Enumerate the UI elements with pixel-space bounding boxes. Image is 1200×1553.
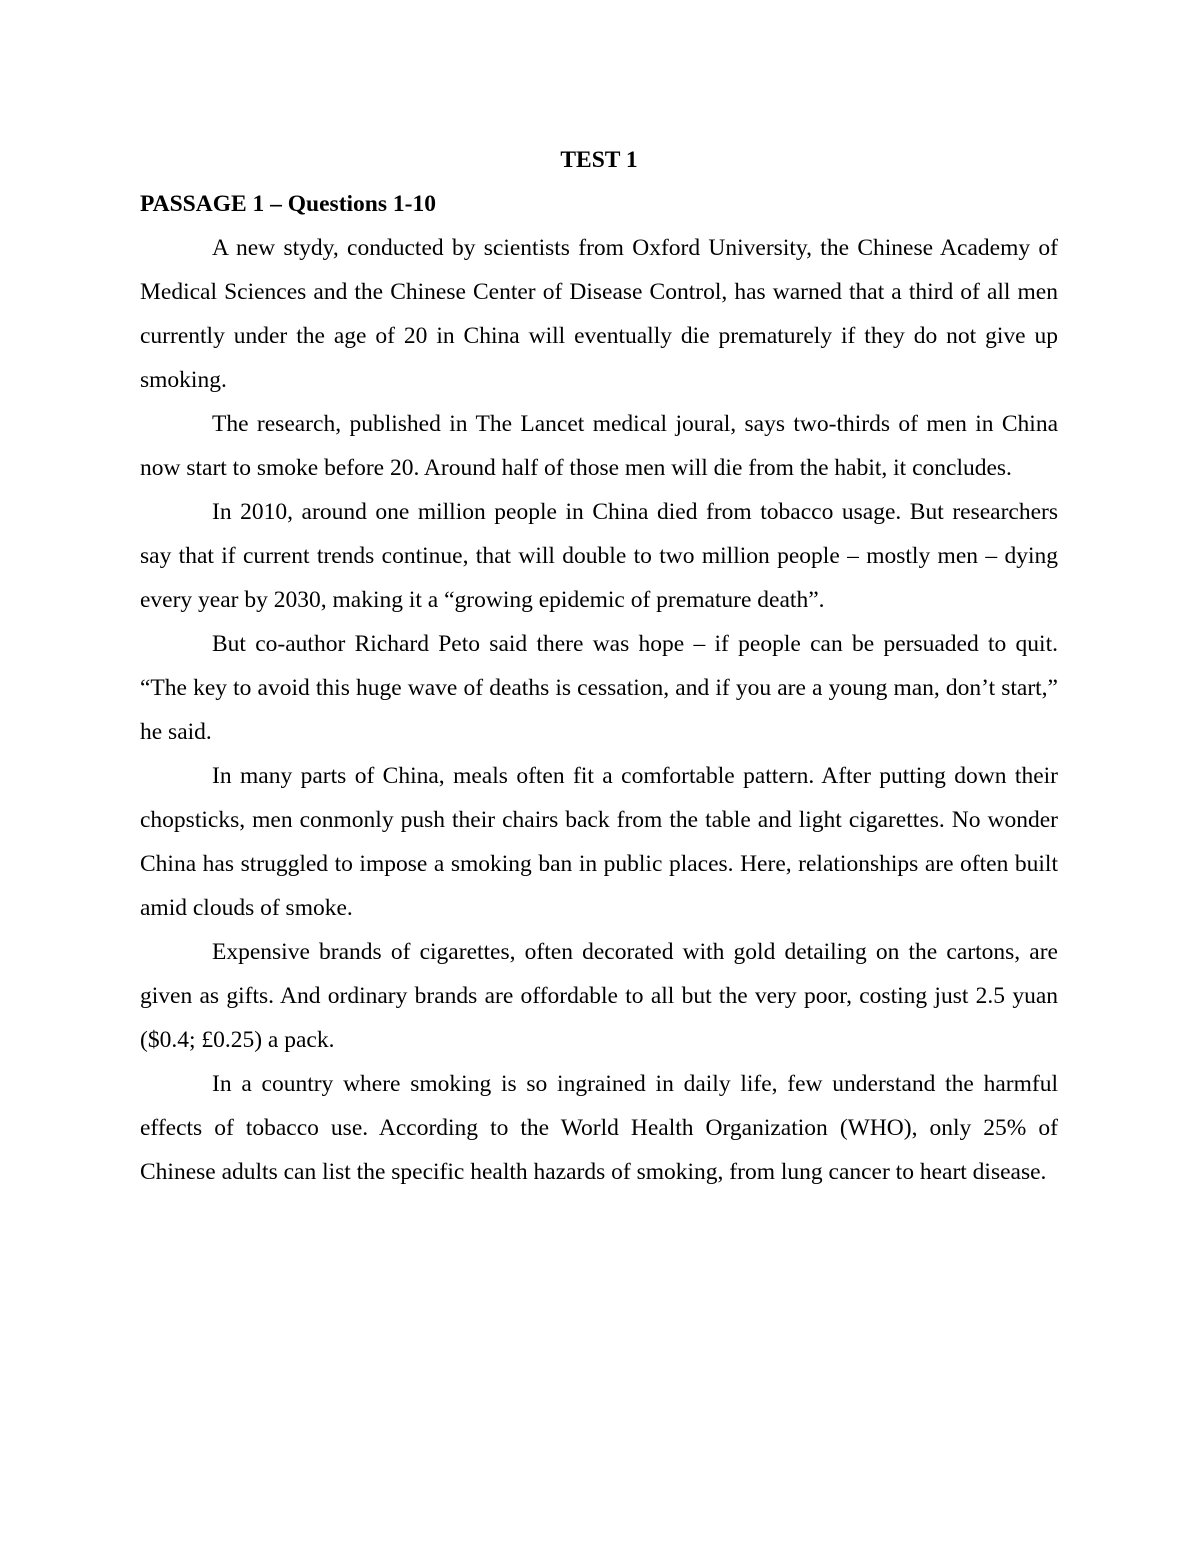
paragraph-3: In 2010, around one million people in China died from tobacco usage. But researchers say that if current trends continue, that will double to two million people – mostly men – dying every year by 2030, making it a “growing epidemic of premature death”. — [140, 499, 1058, 613]
document-title: TEST 1 — [560, 147, 638, 173]
paragraph-6: Expensive brands of cigarettes, often decorated with gold detailing on the cartons, are given as gifts. And ordinary brands are offordable to all but the very poor, costing just 2.5 yuan ($0.4; £0.25) a pack. — [140, 939, 1058, 1053]
paragraph-7: In a country where smoking is so ingrained in daily life, few understand the harmful effects of tobacco use. According to the World Health Organization (WHO), only 25% of Chinese adults can list the specific health hazards of smoking, from lung cancer to heart disease. — [140, 1071, 1058, 1185]
paragraph-5: In many parts of China, meals often fit a comfortable pattern. After putting down their chopsticks, men conmonly push their chairs back from the table and light cigarettes. No wonder China has struggled to impose a smoking ban in public places. Here, relationships are often built amid clouds of smoke. — [140, 763, 1058, 921]
document-content — [140, 138, 1058, 1194]
paragraph-2: The research, published in The Lancet medical joural, says two-thirds of men in China now start to smoke before 20. Around half of those men will die from the habit, it concludes. — [140, 411, 1058, 481]
passage-heading: PASSAGE 1 – Questions 1-10 — [140, 191, 436, 217]
paragraph-1: A new stydy, conducted by scientists from Oxford University, the Chinese Academy of Medical Sciences and the Chinese Center of Disease Control, has warned that a third of all men currently under the age of 20 in China will eventually die prematurely if they do not give up smoking. — [140, 235, 1058, 393]
paragraph-4: But co-author Richard Peto said there was hope – if people can be persuaded to quit. “The key to avoid this huge wave of deaths is cessation, and if you are a young man, don’t start,” he said. — [140, 631, 1058, 745]
